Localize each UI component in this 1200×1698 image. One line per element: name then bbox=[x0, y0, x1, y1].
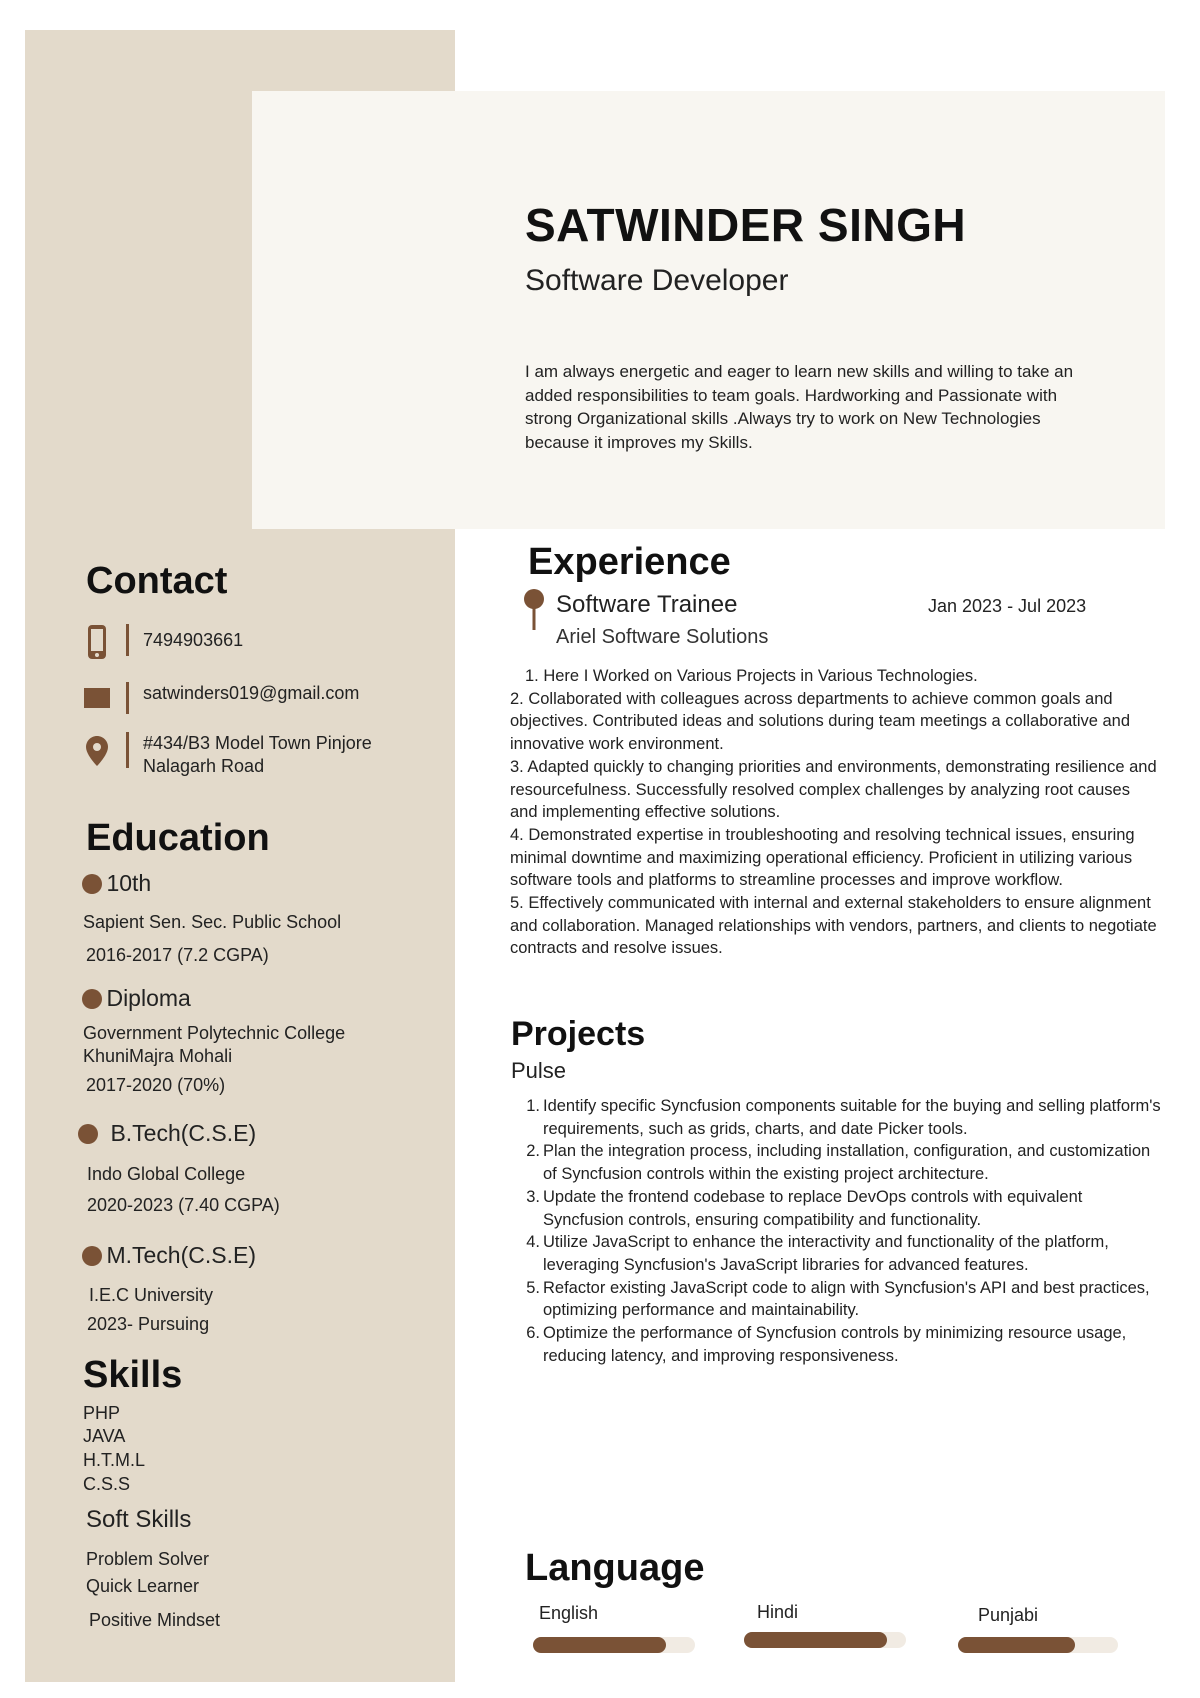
job-title: Software Trainee bbox=[556, 591, 738, 618]
phone-number: 7494903661 bbox=[143, 630, 244, 650]
divider bbox=[126, 682, 129, 714]
language-level-fill bbox=[958, 1637, 1075, 1653]
education-school-location: KhuniMajra Mohali bbox=[83, 1046, 233, 1066]
language-label: Hindi bbox=[757, 1602, 799, 1622]
list-item: 4. Utilize JavaScript to enhance the interactivity and functionality of the platform, leveraging Syncfusion's JavaScript libraries for advanced features. bbox=[526, 1233, 1109, 1274]
soft-skill-item: Problem Solver bbox=[86, 1549, 210, 1569]
bullet-dot-icon bbox=[78, 1124, 98, 1144]
bullet-dot-icon bbox=[82, 874, 102, 894]
education-school: Sapient Sen. Sec. Public School bbox=[83, 912, 342, 932]
timeline-pin-icon bbox=[523, 588, 545, 635]
education-school: Indo Global College bbox=[87, 1164, 246, 1184]
phone-icon bbox=[82, 624, 112, 660]
experience-point: 2. Collaborated with colleagues across departments to achieve common goals and objectives. Contributed ideas and solutions during team meetings a collaborative and innovative work environment. bbox=[510, 689, 1131, 754]
education-school: Government Polytechnic College bbox=[83, 1023, 346, 1043]
language-heading: Language bbox=[525, 1547, 705, 1589]
email-address: satwinders019@gmail.com bbox=[143, 683, 360, 703]
soft-skill-item: Positive Mindset bbox=[89, 1610, 221, 1630]
education-heading: Education bbox=[86, 817, 270, 859]
divider bbox=[126, 624, 129, 656]
project-name: Pulse bbox=[511, 1058, 567, 1083]
language-level-bar bbox=[744, 1632, 906, 1648]
contact-phone bbox=[82, 624, 243, 660]
mail-icon bbox=[82, 682, 112, 708]
projects-heading: Projects bbox=[511, 1015, 646, 1053]
language-level-bar bbox=[958, 1637, 1118, 1653]
bullet-dot-icon bbox=[82, 1246, 102, 1266]
address-text bbox=[143, 732, 372, 778]
experience-point: 3. Adapted quickly to changing priorities and environments, demonstrating resilience and resourcefulness. Successfully resolved complex challenges by analyzing root causes and implementing effective solutions. bbox=[510, 757, 1157, 822]
contact-email bbox=[82, 682, 359, 714]
education-item bbox=[78, 1120, 256, 1147]
list-item: 6. Optimize the performance of Syncfusion controls by minimizing resource usage, reducing latency, and improving responsiveness. bbox=[526, 1324, 1127, 1365]
language-hindi bbox=[757, 1602, 798, 1623]
soft-skill-item: Quick Learner bbox=[86, 1576, 200, 1596]
education-title: B.Tech(C.S.E) bbox=[110, 1120, 257, 1146]
skill-item: JAVA bbox=[83, 1426, 126, 1446]
skill-item: C.S.S bbox=[83, 1474, 131, 1494]
contact-heading: Contact bbox=[86, 560, 228, 602]
experience-point: 5. Effectively communicated with internal and external stakeholders to ensure alignment and collaboration. Managed relationships with vendors, partners, and clients to negotiate contracts and resolve issues. bbox=[510, 894, 1157, 958]
education-item bbox=[82, 870, 151, 897]
education-school: I.E.C University bbox=[89, 1285, 214, 1305]
skills-heading: Skills bbox=[83, 1354, 183, 1396]
experience-heading: Experience bbox=[528, 541, 731, 583]
language-level-bar bbox=[533, 1637, 695, 1653]
divider bbox=[126, 732, 129, 768]
location-pin-icon bbox=[82, 732, 112, 766]
contact-address bbox=[82, 732, 372, 778]
education-title: Diploma bbox=[106, 985, 191, 1011]
language-level-fill bbox=[533, 1637, 666, 1653]
address-line-2: Nalagarh Road bbox=[143, 756, 265, 776]
candidate-name: SATWINDER SINGH bbox=[525, 199, 967, 251]
bullet-dot-icon bbox=[82, 989, 102, 1009]
experience-points bbox=[510, 665, 1160, 960]
job-dates: Jan 2023 - Jul 2023 bbox=[928, 596, 1087, 616]
experience-point: 4. Demonstrated expertise in troubleshooting and resolving technical issues, ensuring minimal downtime and maximizing operational efficiency. Proficient in utilizing various software tools and platforms to streamline processes and improve workflow. bbox=[510, 825, 1135, 890]
header-panel bbox=[252, 91, 1165, 529]
language-label: English bbox=[539, 1603, 599, 1623]
experience-point: 1. Here I Worked on Various Projects in Various Technologies. bbox=[525, 667, 978, 685]
skill-item: PHP bbox=[83, 1403, 121, 1423]
project-points bbox=[510, 1095, 1165, 1367]
soft-skills-heading: Soft Skills bbox=[86, 1506, 192, 1533]
education-title: M.Tech(C.S.E) bbox=[106, 1242, 256, 1268]
skill-item: H.T.M.L bbox=[83, 1450, 146, 1470]
language-english bbox=[539, 1603, 598, 1624]
education-period: 2016-2017 (7.2 CGPA) bbox=[86, 945, 269, 965]
company-name: Ariel Software Solutions bbox=[556, 626, 769, 648]
education-period: 2017-2020 (70%) bbox=[86, 1075, 226, 1095]
education-item bbox=[82, 985, 191, 1012]
education-period: 2020-2023 (7.40 CGPA) bbox=[87, 1195, 280, 1215]
education-title: 10th bbox=[106, 870, 152, 896]
education-period: 2023- Pursuing bbox=[87, 1314, 210, 1334]
list-item: 2. Plan the integration process, including installation, configuration, and customization of Syncfusion controls within the existing project architecture. bbox=[526, 1142, 1151, 1184]
education-item bbox=[82, 1242, 256, 1269]
address-line-1: #434/B3 Model Town Pinjore bbox=[143, 733, 372, 753]
list-item: 1. Identify specific Syncfusion components suitable for the buying and selling platform's requirements, such as grids, charts, and date Picker tools. bbox=[526, 1097, 1161, 1138]
language-level-fill bbox=[744, 1632, 887, 1648]
list-item: 3. Update the frontend codebase to replace DevOps controls with equivalent Syncfusion controls, ensuring compatibility and functionality. bbox=[526, 1187, 1083, 1229]
candidate-role: Software Developer bbox=[525, 264, 789, 297]
language-punjabi bbox=[978, 1605, 1038, 1626]
language-label: Punjabi bbox=[978, 1605, 1039, 1625]
profile-summary: I am always energetic and eager to learn new skills and willing to take an added responsibilities to team goals. Hardworking and Passionate with strong Organizational skills .Always try to work on New Technologies because it improves my Skills. bbox=[525, 362, 1074, 452]
list-item: 5. Refactor existing JavaScript code to align with Syncfusion's API and best practices, optimizing performance and maintainability. bbox=[526, 1278, 1150, 1320]
